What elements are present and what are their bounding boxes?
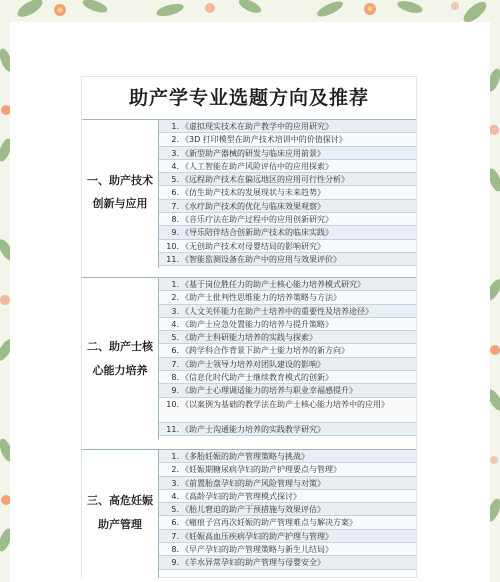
topic-row	[159, 384, 416, 397]
topic-row	[159, 398, 416, 423]
topic-row	[159, 213, 416, 226]
topic-text: 《早产孕妇的助产管理策略与新生儿结局》	[181, 545, 333, 555]
topic-number: 7.	[171, 359, 179, 369]
topic-number: 7.	[171, 201, 179, 211]
topic-row	[159, 331, 416, 344]
topic-row	[159, 556, 416, 569]
category-label-line2: 助产管理	[98, 518, 142, 531]
topic-text: 《导乐陪伴结合创新助产技术的临床实践》	[181, 228, 333, 238]
topic-text: 《羊水异常孕妇的助产管理与母婴安全》	[181, 558, 325, 568]
topic-number: 9.	[171, 558, 179, 568]
topic-number: 6.	[171, 346, 179, 356]
topic-text: 《远程助产技术在偏远地区的应用可行性分析》	[181, 175, 349, 185]
section-core-competency	[82, 277, 416, 440]
topic-text: 《无创助产技术对母婴结局的影响研究》	[181, 241, 325, 251]
topic-row	[159, 516, 416, 529]
topic-text: 《助产士领导力培养对团队建设的影响》	[181, 359, 325, 369]
topic-row	[159, 240, 416, 253]
topic-row	[159, 186, 416, 199]
topic-text: 《助产士批判性思维能力的培养策略与方法》	[181, 293, 341, 303]
topic-table-card	[81, 76, 417, 578]
topic-row	[159, 358, 416, 371]
topic-text: 《助产士科研能力培养的实践与探索》	[181, 333, 317, 343]
topic-row	[159, 344, 416, 357]
topic-number: 1.	[171, 452, 179, 461]
topic-text: 《助产士沟通能力培养的实践教学研究》	[181, 424, 325, 434]
topic-number: 9.	[171, 386, 179, 396]
topic-row	[159, 173, 416, 186]
topic-text: 《智能监测设备在助产中的应用与效果评价》	[181, 254, 341, 264]
topic-number: 8.	[171, 545, 179, 555]
category-label-line1: 二、助产士核	[87, 340, 153, 353]
topic-row	[159, 278, 416, 291]
topic-row	[159, 530, 416, 543]
topic-text: 《瘢痕子宫再次妊娠的助产管理难点与解决方案》	[181, 518, 357, 528]
topic-row	[159, 160, 416, 173]
topic-text: 《信息化时代助产士继续教育模式的创新》	[181, 373, 333, 383]
page-title: 助产学专业选题方向及推荐	[128, 87, 369, 109]
topic-number: 11.	[166, 254, 179, 264]
topic-text: 《人工智能在助产风险评估中的应用探索》	[181, 161, 333, 171]
topic-text: 《助产士心理调适能力的培养与职业幸福感提升》	[181, 386, 357, 396]
topic-row	[159, 200, 416, 213]
topic-row	[159, 120, 416, 133]
topic-text: 《前置胎盘孕妇的助产风险管理与对策》	[181, 478, 325, 488]
topic-number: 6.	[171, 518, 179, 528]
topic-number: 4.	[171, 491, 179, 501]
topic-list	[159, 120, 416, 266]
category-cell	[82, 278, 159, 440]
category-label-line2: 创新与应用	[92, 197, 148, 210]
topic-text: 《仿生助产技术的发展现状与未来趋势》	[181, 188, 325, 198]
topic-text: 《虚拟现实技术在助产教学中的应用研究》	[181, 122, 333, 131]
topic-row	[159, 305, 416, 318]
category-label-line1: 三、高危妊娠	[87, 494, 153, 507]
topic-number: 4.	[171, 161, 179, 171]
category-cell	[82, 450, 159, 578]
section-high-risk-pregnancy	[82, 449, 416, 578]
topic-text: 《妊娠期糖尿病孕妇的助产护理要点与管理》	[181, 465, 341, 475]
topic-text: 《音乐疗法在助产过程中的应用创新研究》	[181, 215, 333, 225]
topic-number: 2.	[171, 465, 179, 475]
topic-text: 《以案例为基础的教学法在助产士核心能力培养中的应用》	[181, 399, 389, 409]
topic-row	[159, 490, 416, 503]
topic-text: 《高龄孕妇的助产管理模式探讨》	[181, 491, 301, 501]
topic-number: 1.	[171, 122, 179, 131]
topic-row	[159, 226, 416, 239]
topic-text: 《新型助产器械的研发与临床应用前景》	[181, 148, 325, 158]
topic-number: 5.	[171, 175, 179, 185]
topic-row	[159, 371, 416, 384]
topic-number: 2.	[171, 135, 179, 145]
topic-row	[159, 318, 416, 331]
topic-list	[159, 450, 416, 570]
topic-row	[159, 477, 416, 490]
topic-text: 《水疗助产技术的优化与临床效果观察》	[181, 201, 325, 211]
topic-row	[159, 133, 416, 146]
topic-text: 《妊娠高血压疾病孕妇的助产护理与管理》	[181, 531, 333, 541]
topic-number: 7.	[171, 531, 179, 541]
topic-text: 《3D 打印模型在助产技术培训中的价值探讨》	[181, 135, 347, 145]
topic-text: 《跨学科合作背景下助产士能力培养的新方向》	[181, 346, 349, 356]
category-cell	[82, 120, 159, 268]
section-technology-innovation	[82, 119, 416, 268]
topic-text: 《多胎妊娠的助产管理策略与挑战》	[181, 452, 309, 461]
topic-number: 8.	[171, 373, 179, 383]
topic-row	[159, 423, 416, 436]
topic-number: 8.	[171, 215, 179, 225]
topic-list	[159, 278, 416, 436]
topic-number: 4.	[171, 319, 179, 329]
topic-number: 10.	[166, 241, 179, 251]
topic-number: 5.	[171, 505, 179, 515]
topic-number: 1.	[171, 280, 179, 289]
topic-row	[159, 543, 416, 556]
topic-number: 9.	[171, 228, 179, 238]
topic-number: 10.	[166, 399, 179, 409]
topic-text: 《助产士应急处置能力的培养与提升策略》	[181, 319, 333, 329]
topic-row	[159, 291, 416, 304]
category-label-line2: 心能力培养	[92, 364, 148, 377]
topic-number: 2.	[171, 293, 179, 303]
topic-row	[159, 503, 416, 516]
topic-row	[159, 463, 416, 476]
topic-text: 《基于岗位胜任力的助产士核心能力培养模式研究》	[181, 280, 365, 289]
topic-number: 6.	[171, 188, 179, 198]
topic-row	[159, 253, 416, 266]
topic-number: 5.	[171, 333, 179, 343]
topic-row	[159, 147, 416, 160]
topic-number: 11.	[166, 424, 179, 434]
topic-number: 3.	[171, 306, 179, 316]
topic-row	[159, 450, 416, 463]
topic-text: 《人文关怀能力在助产士培养中的重要性及培养途径》	[181, 306, 373, 316]
topic-text: 《胎儿窘迫的助产干预措施与效果评估》	[181, 505, 325, 515]
topic-number: 3.	[171, 148, 179, 158]
category-label-line1: 一、助产技术	[87, 174, 153, 187]
topic-number: 3.	[171, 478, 179, 488]
